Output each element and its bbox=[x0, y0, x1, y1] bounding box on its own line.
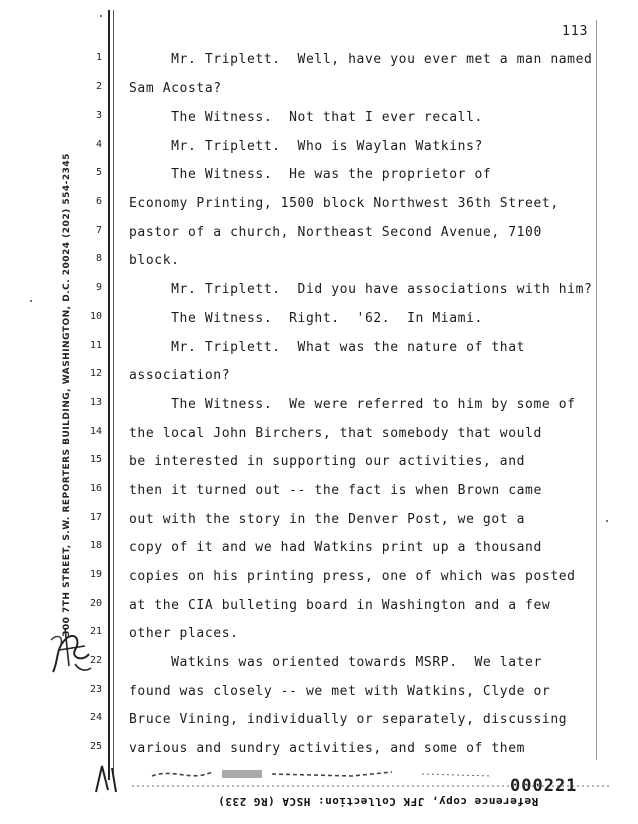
line-number: 19 bbox=[89, 569, 102, 580]
margin-imprint-text: 300 7TH STREET, S.W. REPORTERS BUILDING, WASHINGTON, D.C. 20024 (202) 554-2345 bbox=[62, 153, 72, 637]
transcript-line: pastor of a church, Northeast Second Avenue, 7100 bbox=[129, 225, 542, 240]
line-number: 2 bbox=[95, 81, 102, 92]
transcript-line: Mr. Triplett. Who is Waylan Watkins? bbox=[129, 139, 483, 154]
transcript-line: block. bbox=[129, 253, 180, 268]
line-number: 7 bbox=[95, 225, 102, 236]
transcript-line: at the CIA bulleting board in Washington and a few bbox=[129, 598, 551, 613]
transcript-line: Mr. Triplett. Well, have you ever met a man named bbox=[129, 52, 593, 67]
left-margin-rule bbox=[108, 10, 110, 780]
page-number: 113 bbox=[562, 24, 589, 39]
line-number: 16 bbox=[89, 483, 102, 494]
transcript-line: The Witness. We were referred to him by some of bbox=[129, 397, 576, 412]
line-number: 4 bbox=[95, 139, 102, 150]
line-number: 8 bbox=[95, 253, 102, 264]
line-number: 9 bbox=[95, 282, 102, 293]
document-stamp-number: 000221 bbox=[510, 776, 578, 796]
transcript-line: The Witness. Right. '62. In Miami. bbox=[129, 311, 483, 326]
line-number: 17 bbox=[89, 512, 102, 523]
transcript-line: out with the story in the Denver Post, we got a bbox=[129, 512, 526, 527]
transcript-line: then it turned out -- the fact is when Brown came bbox=[129, 483, 542, 498]
line-number: 14 bbox=[89, 426, 102, 437]
scan-speck bbox=[30, 300, 32, 302]
transcript-line: found was closely -- we met with Watkins, Clyde or bbox=[129, 684, 551, 699]
transcript-line: association? bbox=[129, 368, 231, 383]
transcript-line: Bruce Vining, individually or separately, discussing bbox=[129, 712, 568, 727]
line-number: 13 bbox=[89, 397, 102, 408]
line-number: 6 bbox=[95, 196, 102, 207]
line-number: 24 bbox=[89, 712, 102, 723]
line-number: 15 bbox=[89, 454, 102, 465]
transcript-line: Economy Printing, 1500 block Northwest 36th Street, bbox=[129, 196, 559, 211]
transcript-line: other places. bbox=[129, 626, 239, 641]
right-margin-rule bbox=[596, 20, 597, 760]
transcript-line: various and sundry activities, and some of them bbox=[129, 741, 526, 756]
line-number: 10 bbox=[89, 311, 102, 322]
line-number: 3 bbox=[95, 110, 102, 121]
line-number: 23 bbox=[89, 684, 102, 695]
scan-speck bbox=[100, 15, 102, 17]
left-margin-rule-inner bbox=[113, 10, 114, 780]
margin-imprint bbox=[60, 153, 74, 637]
line-number: 22 bbox=[89, 655, 102, 666]
line-number: 11 bbox=[89, 340, 102, 351]
line-number: 20 bbox=[89, 598, 102, 609]
transcript-line: copy of it and we had Watkins print up a thousand bbox=[129, 540, 542, 555]
transcript-line: Mr. Triplett. Did you have associations with him? bbox=[129, 282, 593, 297]
line-number: 18 bbox=[89, 540, 102, 551]
transcript-line: Watkins was oriented towards MSRP. We later bbox=[129, 655, 542, 670]
transcript-line: be interested in supporting our activities, and bbox=[129, 454, 526, 469]
reference-copy-label: Reference copy, JFK Collection: HSCA (RG 233) bbox=[217, 795, 539, 808]
transcript-line: The Witness. Not that I ever recall. bbox=[129, 110, 483, 125]
transcript-line: The Witness. He was the proprietor of bbox=[129, 167, 492, 182]
transcript-line: the local John Birchers, that somebody that would bbox=[129, 426, 542, 441]
transcript-line: Sam Acosta? bbox=[129, 81, 222, 96]
line-number: 25 bbox=[89, 741, 102, 752]
line-number: 12 bbox=[89, 368, 102, 379]
transcript-line: copies on his printing press, one of which was posted bbox=[129, 569, 576, 584]
transcript-line: Mr. Triplett. What was the nature of that bbox=[129, 340, 526, 355]
scan-speck bbox=[606, 520, 608, 522]
line-number: 5 bbox=[95, 167, 102, 178]
line-number: 1 bbox=[95, 52, 102, 63]
line-number: 21 bbox=[89, 626, 102, 637]
handwritten-signature-mark bbox=[45, 620, 95, 680]
